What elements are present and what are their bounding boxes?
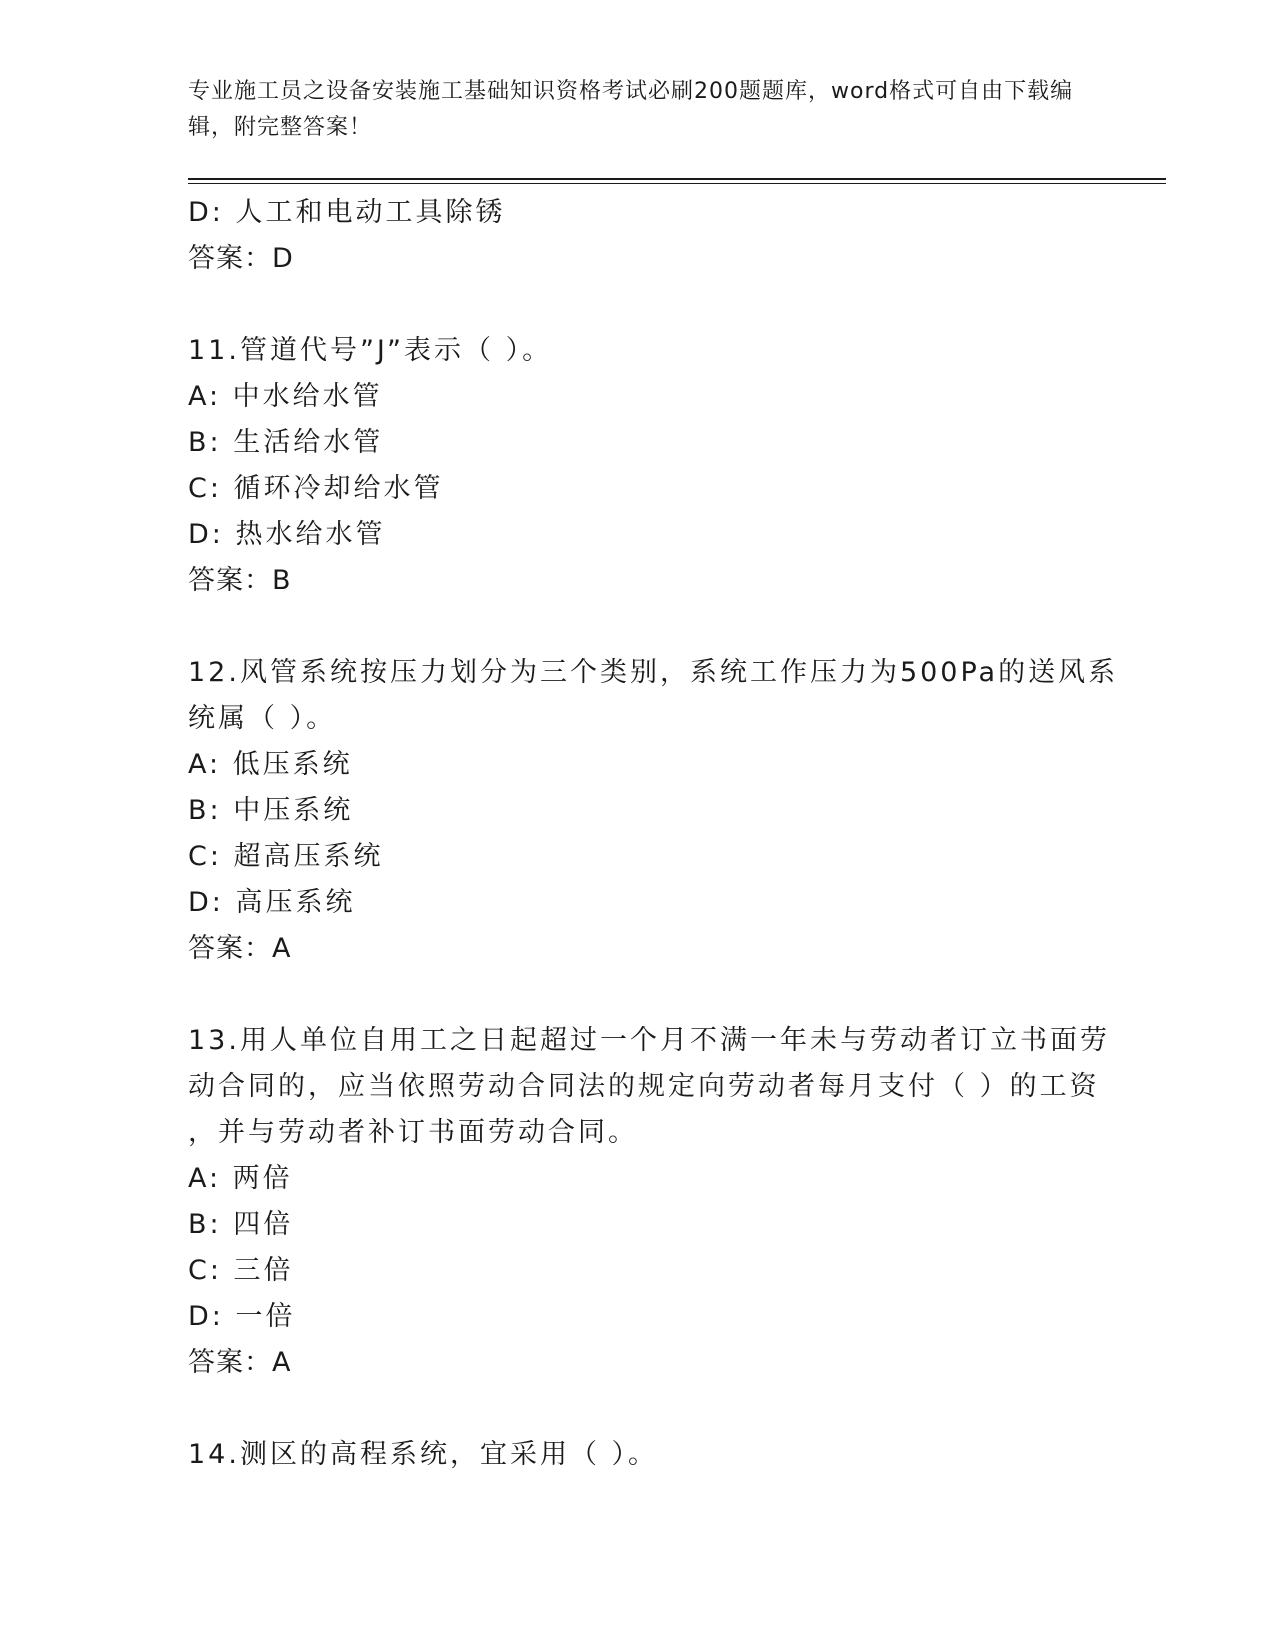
question-11-option-d: D: 热水给水管: [188, 519, 386, 550]
question-11-option-b: B: 生活给水管: [188, 427, 384, 458]
question-11-option-a: A: 中水给水管: [188, 381, 383, 412]
answer-prev: 答案：D: [188, 243, 294, 274]
question-13-option-c: C: 三倍: [188, 1255, 294, 1286]
question-12-option-a: A: 低压系统: [188, 749, 353, 780]
question-13-text-line-1: 13.用人单位自用工之日起超过一个月不满一年未与劳动者订立书面劳: [188, 1025, 1110, 1056]
question-12-text-line-1: 12.风管系统按压力划分为三个类别，系统工作压力为500Pa的送风系: [188, 657, 1119, 688]
question-12-option-c: C: 超高压系统: [188, 841, 384, 872]
question-12-option-b: B: 中压系统: [188, 795, 354, 826]
question-12-answer: 答案：A: [188, 933, 292, 964]
option-d-prev: D: 人工和电动工具除锈: [188, 197, 506, 228]
question-11-text: 11.管道代号”J”表示（ ）。: [188, 335, 553, 366]
question-13-text-line-3: ，并与劳动者补订书面劳动合同。: [188, 1117, 638, 1148]
document-header: 专业施工员之设备安装施工基础知识资格考试必刷200题题库，word格式可自由下载编辑，附完整答案！: [188, 79, 1074, 140]
question-13-option-d: D: 一倍: [188, 1301, 296, 1332]
question-12-option-d: D: 高压系统: [188, 887, 356, 918]
question-13-text-line-2: 动合同的，应当依照劳动合同法的规定向劳动者每月支付（ ）的工资: [188, 1071, 1100, 1102]
question-11-option-c: C: 循环冷却给水管: [188, 473, 444, 504]
header-divider-thin: [188, 183, 1166, 184]
question-12-text-line-2: 统属（ ）。: [188, 703, 337, 734]
header-divider-thick: [188, 178, 1166, 180]
question-14-text: 14.测区的高程系统，宜采用（ ）。: [188, 1439, 659, 1470]
question-13-answer: 答案：A: [188, 1347, 292, 1378]
question-13-option-a: A: 两倍: [188, 1163, 293, 1194]
question-13-option-b: B: 四倍: [188, 1209, 294, 1240]
question-11-answer: 答案：B: [188, 565, 292, 596]
question-content: [188, 190, 1119, 1478]
